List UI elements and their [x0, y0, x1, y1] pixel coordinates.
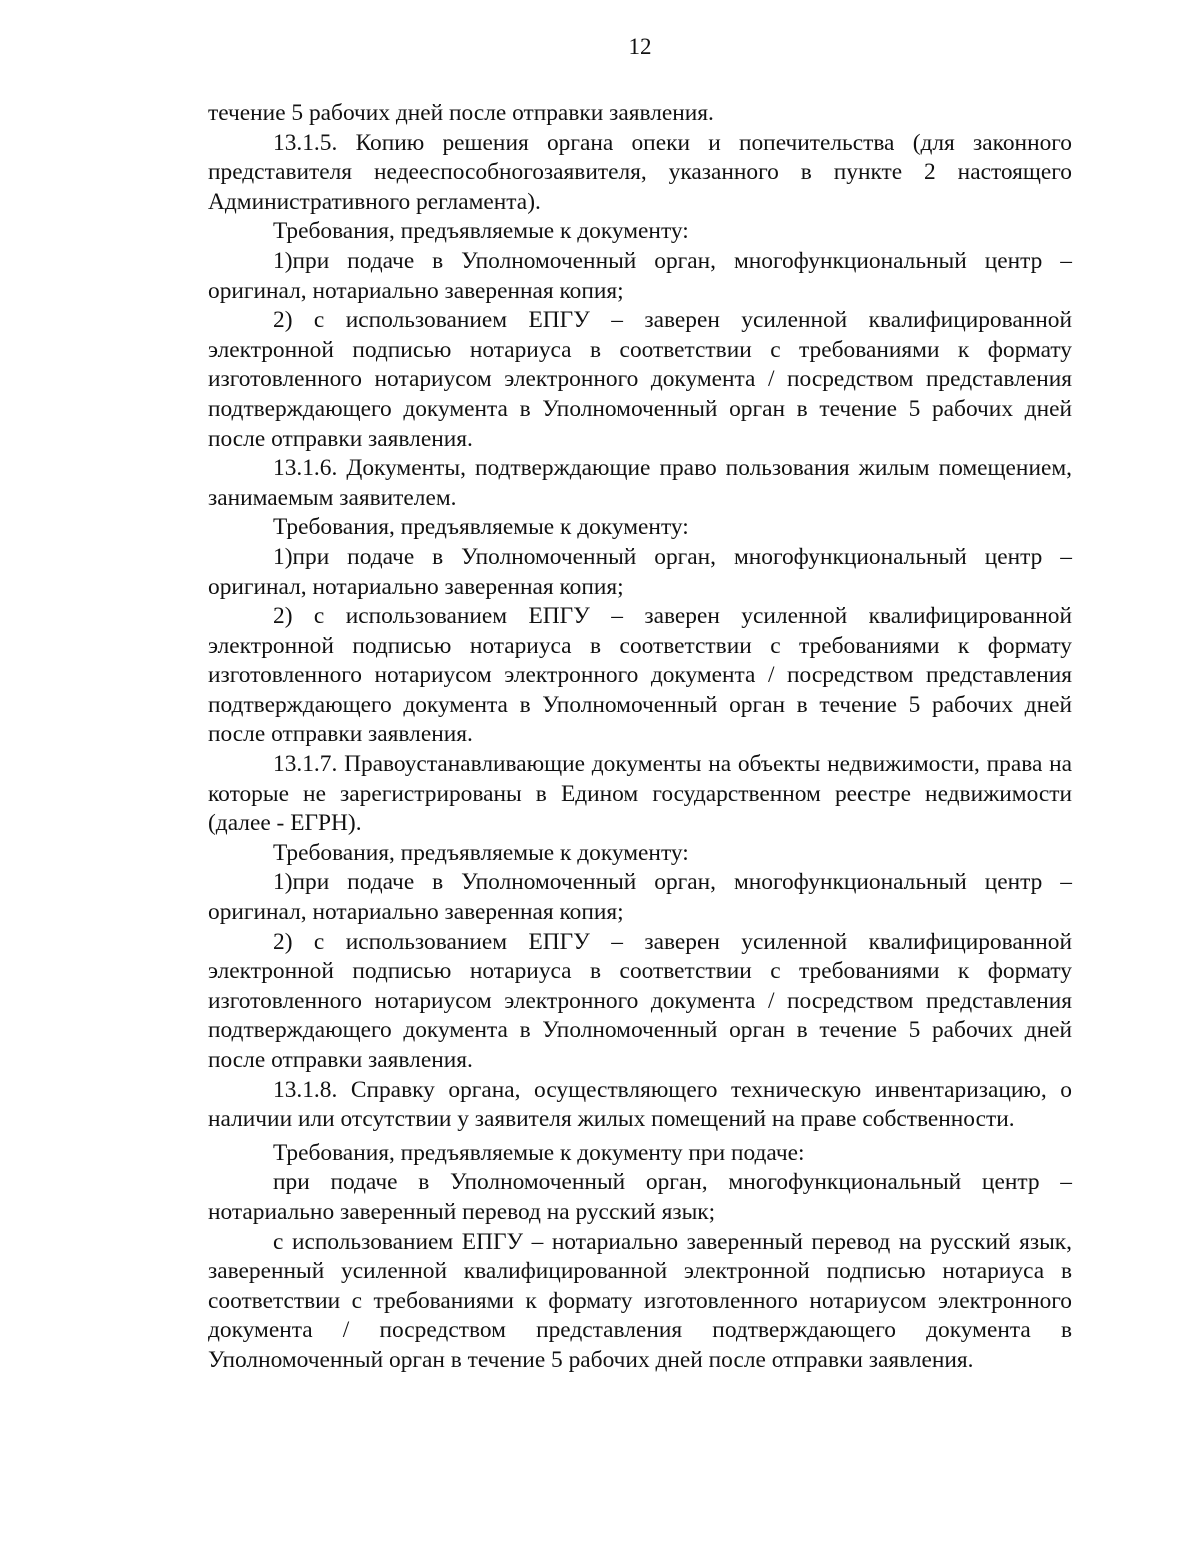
- paragraph-requirement-1: 1)при подаче в Уполномоченный орган, многофункциональный центр – оригинал, нотариально заверенная копия;: [208, 869, 1072, 926]
- paragraph-requirement-1: 1)при подаче в Уполномоченный орган, многофункциональный центр – оригинал, нотариально заверенная копия;: [208, 247, 1072, 304]
- paragraph-requirement-epgu: с использованием ЕПГУ – нотариально заверенный перевод на русский язык, заверенный усиленной квалифицированной электронной подписью нотариуса в соответствии с требованиями к формату изготовленного нотариусом электронного документа / посредством представления подтверждающего документа в Уполномоченный орган в течение 5 рабочих дней после отправки заявления.: [208, 1228, 1072, 1373]
- paragraph-13-1-5: 13.1.5. Копию решения органа опеки и попечительства (для законного представителя недееспособногозаявителя, указанного в пункте 2 настоящего Административного регламента).: [208, 129, 1072, 215]
- paragraph-requirement-1: 1)при подаче в Уполномоченный орган, многофункциональный центр – оригинал, нотариально заверенная копия;: [208, 543, 1072, 600]
- paragraph-13-1-8: 13.1.8. Справку органа, осуществляющего техническую инвентаризацию, о наличии или отсутствии у заявителя жилых помещений на праве собственности.: [208, 1076, 1072, 1133]
- paragraph-requirement-office: при подаче в Уполномоченный орган, многофункциональный центр – нотариально заверенный перевод на русский язык;: [208, 1169, 1072, 1225]
- paragraph-13-1-7: 13.1.7. Правоустанавливающие документы на объекты недвижимости, права на которые не зарегистрированы в Едином государственном реестре недвижимости (далее - ЕГРН).: [208, 751, 1072, 837]
- paragraph-requirement-2: 2) с использованием ЕПГУ – заверен усиленной квалифицированной электронной подписью нотариуса в соответствии с требованиями к формату изготовленного нотариусом электронного документа / посредством представления подтверждающего документа в Уполномоченный орган в течение 5 рабочих дней после отправки заявления.: [208, 603, 1072, 748]
- paragraph-13-1-6: 13.1.6. Документы, подтверждающие право пользования жилым помещением, занимаемым заявителем.: [208, 455, 1072, 511]
- paragraph-requirements-heading: Требования, предъявляемые к документу:: [273, 839, 689, 866]
- paragraph-requirement-2: 2) с использованием ЕПГУ – заверен усиленной квалифицированной электронной подписью нотариуса в соответствии с требованиями к формату изготовленного нотариусом электронного документа / посредством представления подтверждающего документа в Уполномоченный орган в течение 5 рабочих дней после отправки заявления.: [208, 928, 1072, 1073]
- paragraph-requirement-2: 2) с использованием ЕПГУ – заверен усиленной квалифицированной электронной подписью нотариуса в соответствии с требованиями к формату изготовленного нотариусом электронного документа / посредством представления подтверждающего документа в Уполномоченный орган в течение 5 рабочих дней после отправки заявления.: [208, 307, 1072, 452]
- paragraph-continuation: течение 5 рабочих дней после отправки заявления.: [208, 100, 714, 126]
- document-body: [208, 99, 1072, 1376]
- page-number: 12: [628, 34, 652, 59]
- paragraph-requirements-heading: Требования, предъявляемые к документу:: [273, 218, 689, 245]
- paragraph-requirements-heading: Требования, предъявляемые к документу при подаче:: [273, 1139, 805, 1166]
- paragraph-requirements-heading: Требования, предъявляемые к документу:: [273, 514, 689, 541]
